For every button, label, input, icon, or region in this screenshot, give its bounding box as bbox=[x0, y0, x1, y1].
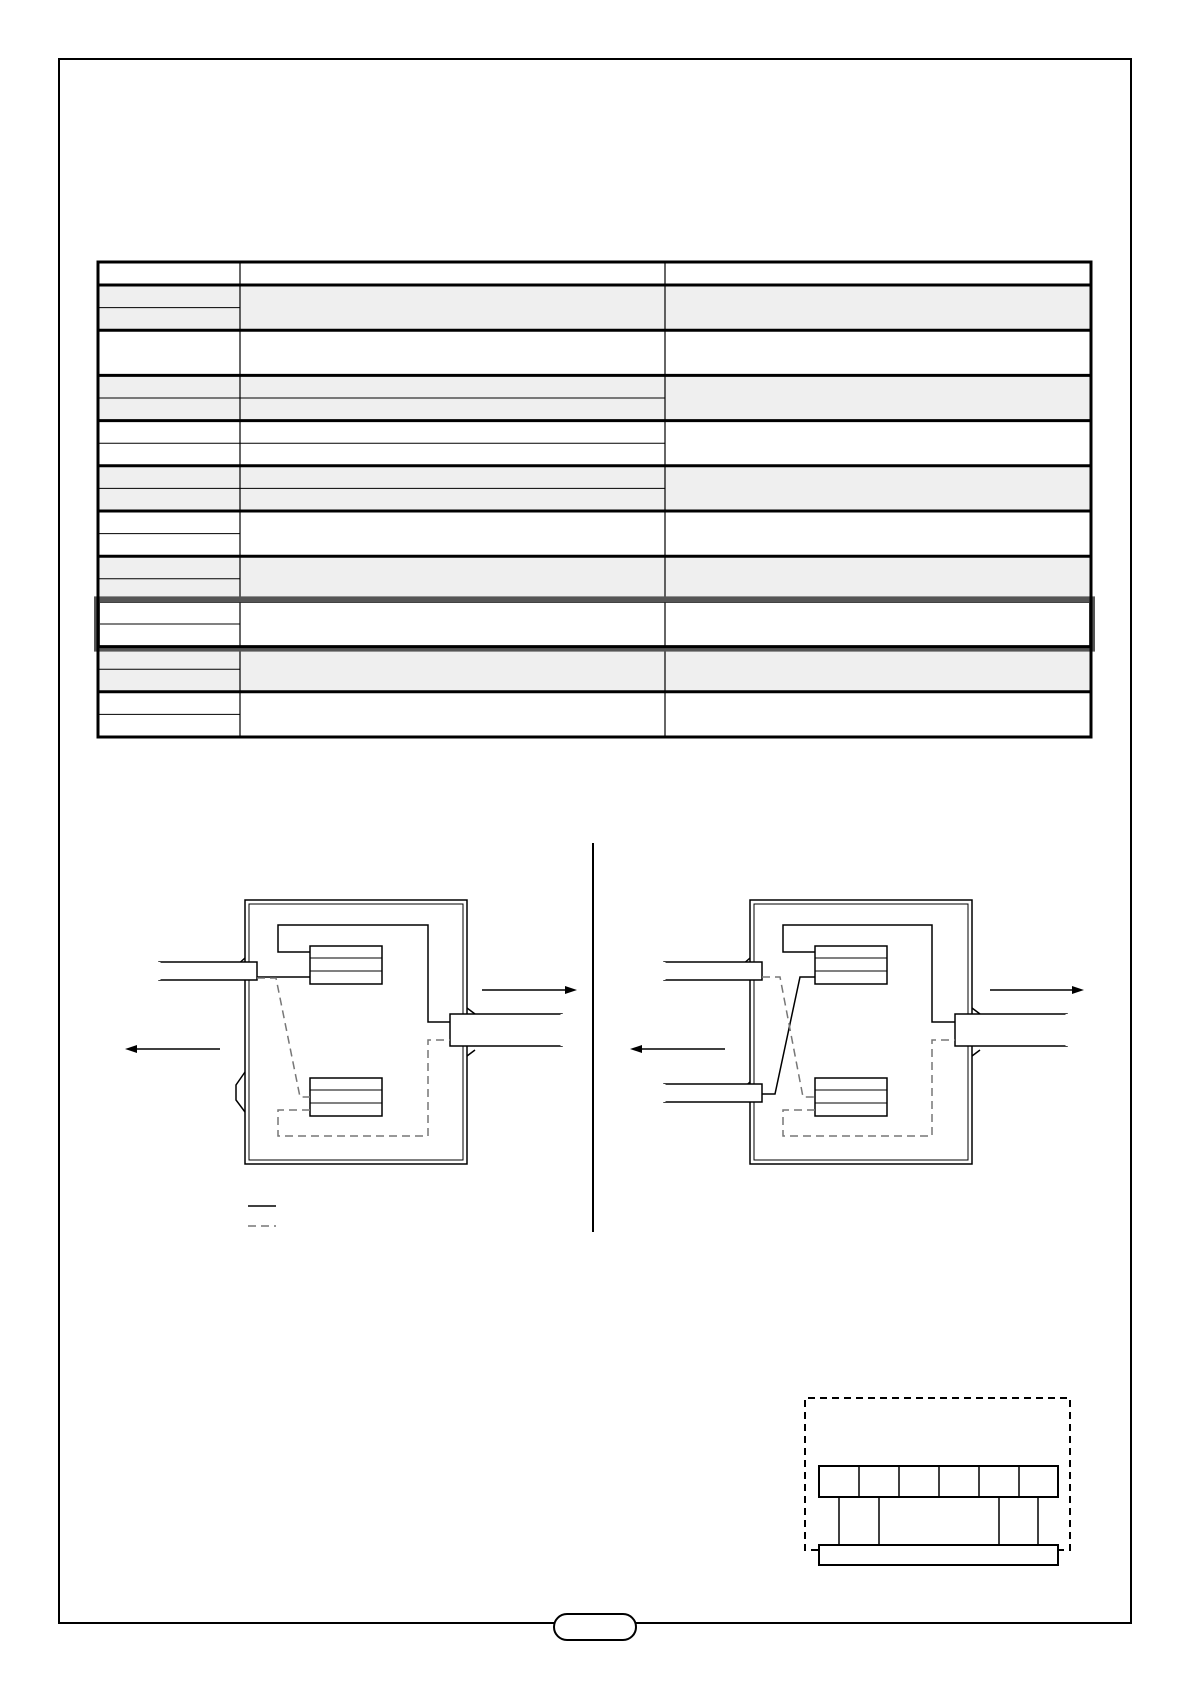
dashed-wire bbox=[762, 977, 815, 1097]
arrow-left-icon bbox=[125, 1045, 220, 1053]
connector-outline-dashed bbox=[805, 1398, 1070, 1550]
arrow-right-icon bbox=[990, 986, 1084, 994]
input-connector-bottom bbox=[664, 1084, 762, 1102]
connector-pinout-diagram bbox=[805, 1398, 1070, 1565]
page-number bbox=[553, 1613, 637, 1641]
connector-base bbox=[819, 1545, 1058, 1565]
relay-block-top bbox=[310, 946, 382, 984]
wiring-diagram-left bbox=[159, 900, 562, 1164]
arrow-right-icon bbox=[482, 986, 577, 994]
table-row-shading bbox=[98, 647, 1091, 692]
input-connector bbox=[159, 962, 257, 980]
dashed-wire bbox=[257, 978, 310, 1097]
solid-wire bbox=[783, 925, 955, 1022]
legend bbox=[248, 1206, 276, 1226]
wiring-diagram-right bbox=[664, 900, 1067, 1164]
module-housing-inner bbox=[249, 904, 463, 1160]
spec-table bbox=[97, 262, 1092, 737]
input-connector-top bbox=[664, 962, 762, 980]
table-row-shading bbox=[98, 556, 1091, 601]
relay-block-top bbox=[815, 946, 887, 984]
relay-block-bottom bbox=[310, 1078, 382, 1116]
output-connector bbox=[450, 1014, 562, 1046]
solid-wire bbox=[278, 925, 450, 1022]
module-housing-inner bbox=[754, 904, 968, 1160]
arrow-left-icon bbox=[630, 1045, 725, 1053]
solid-crossing-wire bbox=[762, 977, 815, 1094]
table-row-shading bbox=[98, 285, 1091, 330]
output-connector bbox=[955, 1014, 1067, 1046]
relay-block-bottom bbox=[815, 1078, 887, 1116]
highlighted-row-frame bbox=[97, 599, 1092, 648]
